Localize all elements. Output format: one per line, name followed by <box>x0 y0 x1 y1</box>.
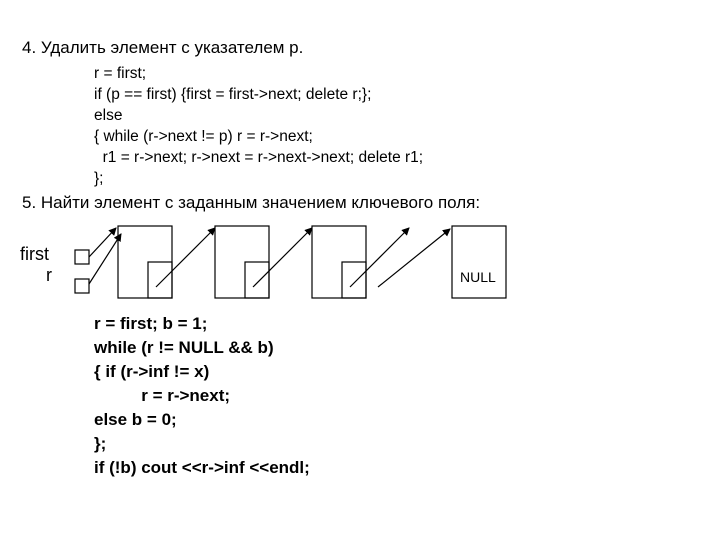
section-5-heading: 5. Найти элемент с заданным значением ключевого поля: <box>22 193 481 212</box>
code2-line-6: }; <box>94 434 107 453</box>
code2-line-3: { if (r->inf != x) <box>94 362 210 381</box>
null-label: NULL <box>460 269 496 285</box>
first-pointer-box <box>75 250 89 264</box>
node-2-next-box <box>245 262 269 298</box>
code1-line-4: { while (r->next != p) r = r->next; <box>94 128 313 145</box>
node-null-box <box>452 226 506 298</box>
code2-line-7: if (!b) cout <<r->inf <<endl; <box>94 458 310 477</box>
r-pointer-box <box>75 279 89 293</box>
code2-line-1: r = first; b = 1; <box>94 314 208 333</box>
code1-line-5: r1 = r->next; r->next = r->next->next; delete r1; <box>94 149 424 166</box>
node-1-next-box <box>148 262 172 298</box>
linked-list-diagram <box>0 215 720 305</box>
r-arrow <box>89 234 121 284</box>
node-3-next-box <box>342 262 366 298</box>
code2-line-5: else b = 0; <box>94 410 177 429</box>
section-4-heading: 4. Удалить элемент с указателем p. <box>22 38 304 57</box>
label-r: r <box>46 265 52 285</box>
code1-line-2: if (p == first) {first = first->next; delete r;}; <box>94 86 372 103</box>
code1-line-1: r = first; <box>94 65 147 82</box>
label-first: first <box>20 244 49 264</box>
first-arrow <box>89 228 116 257</box>
code2-line-4: r = r->next; <box>94 386 231 405</box>
next-arrow-4 <box>378 229 450 287</box>
next-arrow-3 <box>350 228 409 287</box>
next-arrow-1 <box>156 228 215 287</box>
code1-line-6: }; <box>94 170 104 187</box>
next-arrow-2 <box>253 228 312 287</box>
code1-line-3: else <box>94 107 123 124</box>
code2-line-2: while (r != NULL && b) <box>94 338 274 357</box>
